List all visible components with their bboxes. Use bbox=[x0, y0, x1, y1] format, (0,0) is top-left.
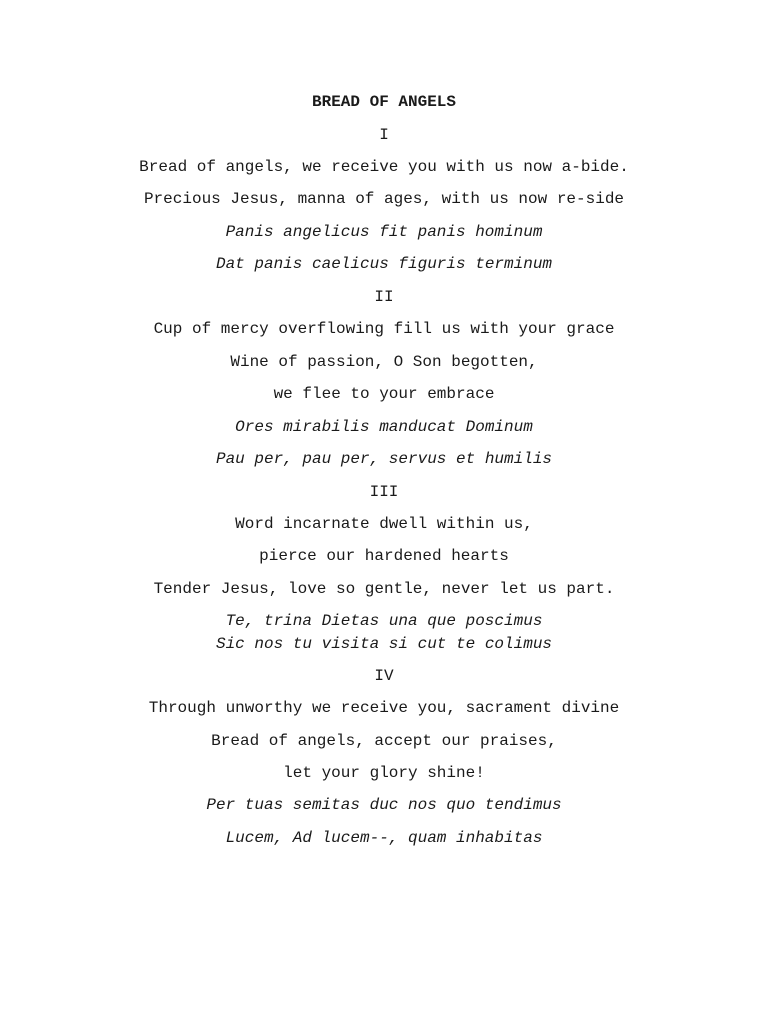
verse-numeral: I bbox=[379, 126, 389, 144]
verse-line: let your glory shine! bbox=[283, 764, 485, 782]
latin-line: Lucem, Ad lucem--, quam inhabitas bbox=[225, 829, 543, 847]
verse-line: we flee to your embrace bbox=[273, 385, 495, 403]
verse-line: Precious Jesus, manna of ages, with us now re-side bbox=[143, 190, 625, 208]
verse-line: Wine of passion, O Son begotten, bbox=[230, 353, 538, 371]
verse-numeral: II bbox=[374, 288, 394, 306]
verse-line: Bread of angels, accept our praises, bbox=[211, 732, 557, 750]
latin-line: Pau per, pau per, servus et humilis bbox=[215, 450, 553, 468]
verse-line: Through unworthy we receive you, sacrament divine bbox=[148, 699, 620, 717]
verse-line: pierce our hardened hearts bbox=[259, 547, 509, 565]
verse-numeral: IV bbox=[374, 667, 394, 685]
verse-line: Word incarnate dwell within us, bbox=[235, 515, 533, 533]
latin-line: Per tuas semitas duc nos quo tendimus bbox=[206, 796, 562, 814]
latin-line: Te, trina Dietas una que poscimus bbox=[225, 612, 543, 630]
verse-line: Bread of angels, we receive you with us now a-bide. bbox=[139, 158, 629, 176]
verse-numeral: III bbox=[369, 483, 399, 501]
verse-line: Tender Jesus, love so gentle, never let us part. bbox=[153, 580, 615, 598]
latin-line: Dat panis caelicus figuris terminum bbox=[215, 255, 553, 273]
verse-line: Cup of mercy overflowing fill us with your grace bbox=[153, 320, 615, 338]
page-title: BREAD OF ANGELS bbox=[311, 93, 457, 111]
latin-line: Panis angelicus fit panis hominum bbox=[225, 223, 543, 241]
latin-line: Sic nos tu visita si cut te colimus bbox=[215, 635, 553, 653]
latin-line: Ores mirabilis manducat Dominum bbox=[235, 418, 533, 436]
